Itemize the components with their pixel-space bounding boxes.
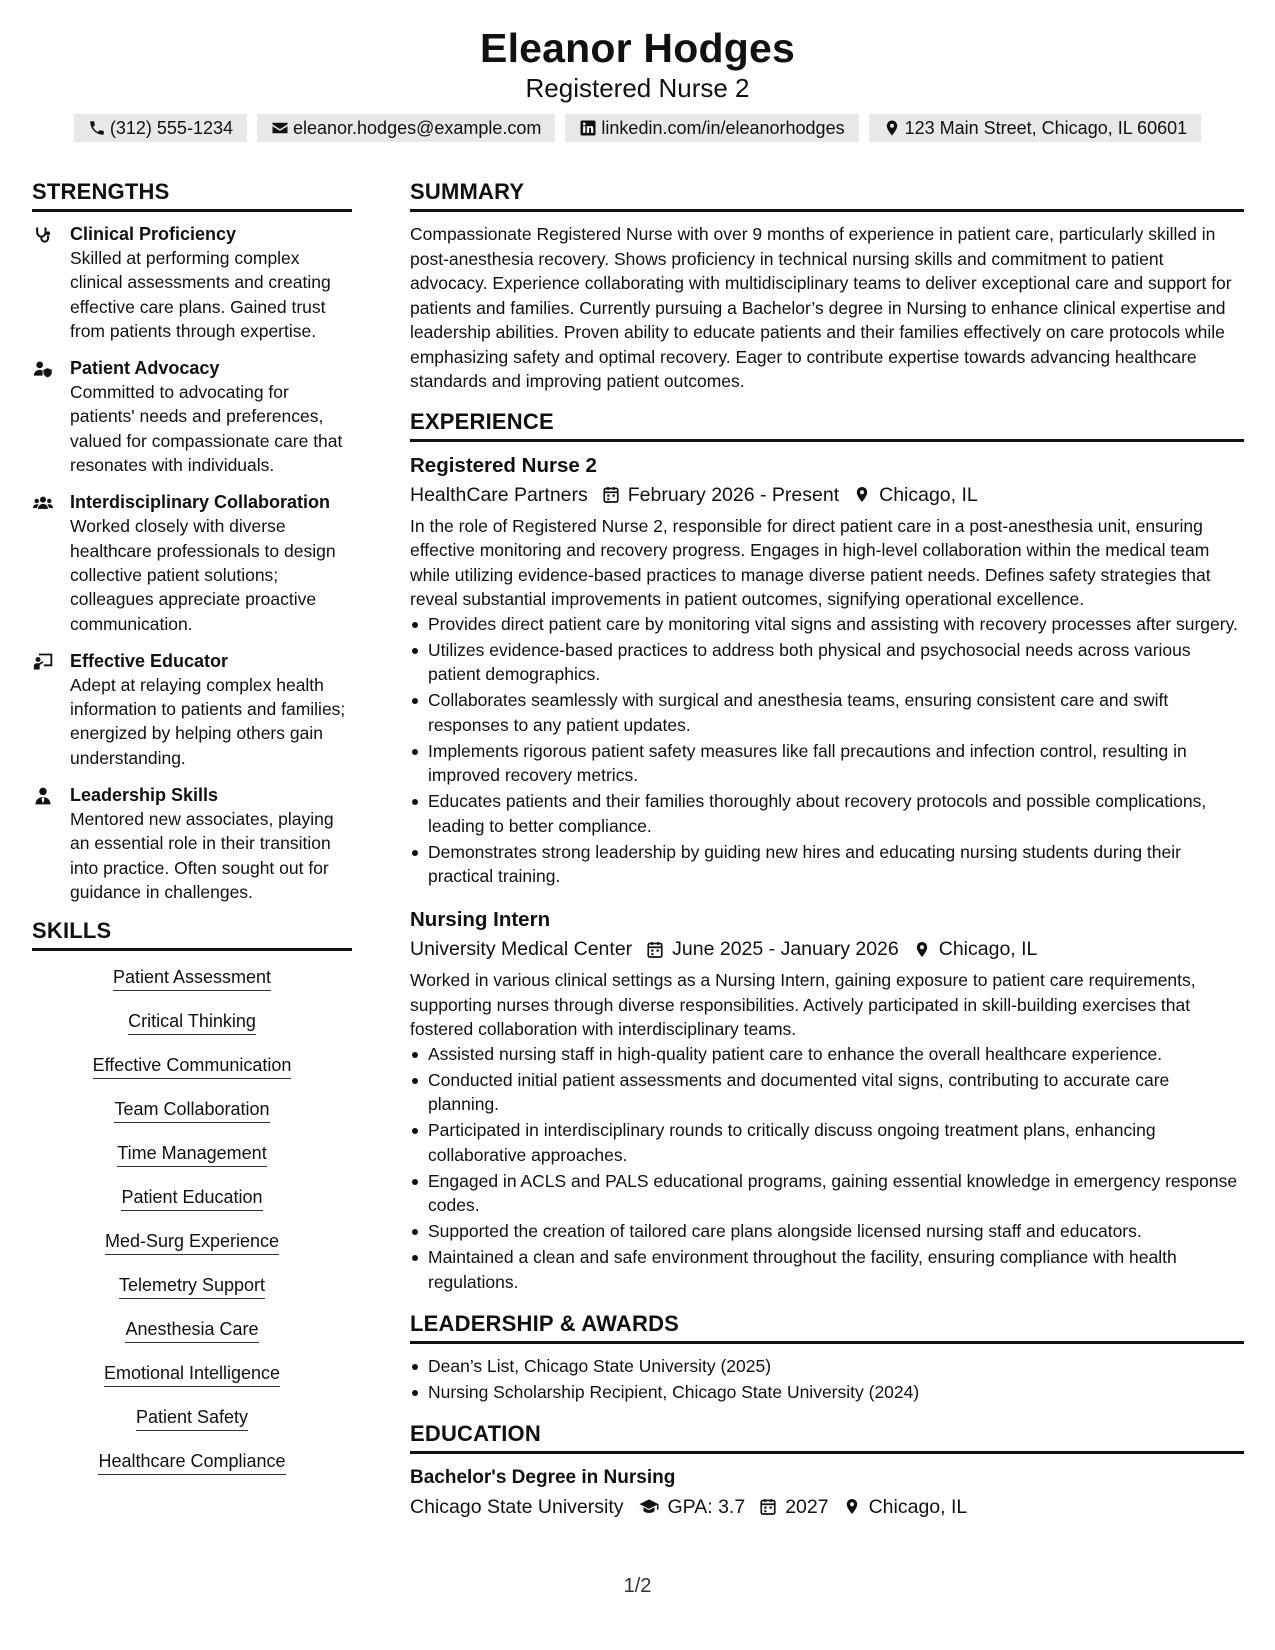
job-location: Chicago, IL <box>879 483 978 506</box>
contact-linkedin[interactable] <box>565 114 858 142</box>
job-company: University Medical Center <box>410 938 633 960</box>
skill-tag: Patient Assessment <box>113 965 271 991</box>
chalkboard-teacher-icon <box>32 652 54 672</box>
strength-name: Interdisciplinary Collaboration <box>70 492 331 513</box>
candidate-name: Eleanor Hodges <box>480 25 795 71</box>
job-dates: February 2026 - Present <box>627 483 840 506</box>
envelope-icon <box>271 119 289 137</box>
education-location: Chicago, IL <box>868 1495 968 1518</box>
skill-tag: Anesthesia Care <box>125 1317 258 1343</box>
map-pin-icon <box>843 1497 861 1516</box>
contact-phone-text: (312) 555-1234 <box>109 118 233 138</box>
job-description: In the role of Registered Nurse 2, responsible for direct patient care in a post-anesthesia unit, ensuring effective monitoring and recovery progress. Engages in high-level collaboration within the medical team while utilizing evidence-based practices to manage diverse patient needs. Defines safety strategies that reveal substantial improvements in patient outcomes, signifying operational excellence. <box>410 515 1211 609</box>
job-bullet: Demonstrates strong leadership by guiding new hires and educating nursing students during their practical training. <box>428 840 1244 889</box>
job-bullet: Engaged in ACLS and PALS educational programs, gaining essential knowledge in emergency response codes. <box>428 1169 1244 1218</box>
skill-tag: Time Management <box>117 1141 266 1167</box>
skills-heading: SKILLS <box>32 917 352 951</box>
job-bullet: Provides direct patient care by monitoring vital signs and assisting with recovery processes after surgery. <box>428 612 1244 637</box>
contact-address-text: 123 Main Street, Chicago, IL 60601 <box>904 118 1188 138</box>
contact-address <box>869 114 1202 142</box>
skill-tag: Patient Safety <box>136 1405 248 1431</box>
strength-item <box>32 490 352 635</box>
right-column <box>410 178 1244 1526</box>
strength-name: Patient Advocacy <box>70 358 220 379</box>
strengths-heading: STRENGTHS <box>32 178 352 212</box>
left-column <box>32 178 352 1493</box>
calendar-icon <box>759 1497 777 1516</box>
strength-name: Clinical Proficiency <box>70 224 237 244</box>
job-bullet: Supported the creation of tailored care plans alongside licensed nursing staff and educators. <box>428 1219 1244 1244</box>
job-title: Registered Nurse 2 <box>410 453 597 477</box>
graduation-year: 2027 <box>785 1495 829 1518</box>
map-pin-icon <box>853 485 871 504</box>
awards-heading: LEADERSHIP & AWARDS <box>410 1310 1244 1344</box>
calendar-icon <box>646 940 664 959</box>
candidate-title: Registered Nurse 2 <box>525 73 750 103</box>
school-name: Chicago State University <box>410 1495 624 1518</box>
user-tie-icon <box>32 786 54 806</box>
contact-phone[interactable] <box>74 114 247 142</box>
skill-tag: Med-Surg Experience <box>105 1229 279 1255</box>
skill-tag: Team Collaboration <box>114 1097 269 1123</box>
user-shield-icon <box>32 359 54 379</box>
skills-list <box>32 965 352 1475</box>
job-bullet: Conducted initial patient assessments and documented vital signs, contributing to accurate care planning. <box>428 1068 1244 1117</box>
job-bullets <box>410 1042 1244 1295</box>
skill-tag: Healthcare Compliance <box>98 1449 285 1475</box>
job-bullet: Implements rigorous patient safety measures like fall precautions and infection control, resulting in improved recovery metrics. <box>428 739 1244 788</box>
contact-linkedin-text: linkedin.com/in/eleanorhodges <box>601 118 845 138</box>
strength-desc: Skilled at performing complex clinical assessments and creating effective care plans. Gained trust from patients through expertise. <box>70 248 331 341</box>
graduation-cap-icon <box>638 1497 660 1516</box>
users-icon <box>32 493 54 513</box>
job-meta <box>410 934 1244 964</box>
job-bullet: Educates patients and their families thoroughly about recovery protocols and possible complications, leading to better compliance. <box>428 789 1244 838</box>
skill-tag: Emotional Intelligence <box>104 1361 280 1387</box>
job-company: HealthCare Partners <box>410 483 588 506</box>
skill-tag: Effective Communication <box>93 1053 292 1079</box>
job-location: Chicago, IL <box>938 938 1038 960</box>
calendar-icon <box>602 485 620 504</box>
map-pin-icon <box>883 119 901 137</box>
awards-list <box>410 1354 1244 1405</box>
job-meta <box>410 480 1244 510</box>
strength-desc: Mentored new associates, playing an essential role in their transition into practice. Often sought out for guidance in challenges. <box>70 809 334 902</box>
contact-email[interactable] <box>257 114 555 142</box>
contact-bar <box>0 114 1275 142</box>
strength-desc: Adept at relaying complex health information to patients and families; energized by helping others gain understanding. <box>70 674 346 768</box>
skill-tag: Telemetry Support <box>119 1273 265 1299</box>
award-item: Dean’s List, Chicago State University (2025) <box>428 1354 1244 1379</box>
gpa: GPA: 3.7 <box>667 1495 746 1518</box>
summary-text: Compassionate Registered Nurse with over 9 months of experience in patient care, particularly skilled in post-anesthesia recovery. Shows proficiency in technical nursing skills and commitment to patient advocacy. Experience collaborating with multidisciplinary teams to deliver exceptional care and support for patients and families. Currently pursuing a Bachelor’s degree in Nursing to enhance clinical expertise and leadership abilities. Proven ability to educate patients and their families effectively on care protocols while emphasizing safety and optimal recovery. Eager to contribute expertise towards advancing healthcare standards and improving patient outcomes. <box>410 224 1232 391</box>
stethoscope-icon <box>32 225 54 245</box>
strength-name: Effective Educator <box>70 650 229 671</box>
experience-heading: EXPERIENCE <box>410 408 1244 442</box>
skill-tag: Critical Thinking <box>128 1009 256 1035</box>
map-pin-icon <box>913 940 931 959</box>
skill-tag: Patient Education <box>121 1185 262 1211</box>
page-indicator: 1/2 <box>623 1575 652 1597</box>
strength-item <box>32 222 352 343</box>
job-bullet: Participated in interdisciplinary rounds to critically discuss ongoing treatment plans, enhancing collaborative approaches. <box>428 1118 1244 1167</box>
job-entry <box>410 452 1244 889</box>
strength-desc: Worked closely with diverse healthcare professionals to design collective patient solutions; colleagues appreciate proactive communication. <box>70 516 336 634</box>
degree-title: Bachelor's Degree in Nursing <box>410 1466 676 1488</box>
job-bullet: Assisted nursing staff in high-quality patient care to enhance the overall healthcare experience. <box>428 1042 1244 1067</box>
strength-item <box>32 649 352 770</box>
strength-desc: Committed to advocating for patients' needs and preferences, valued for compassionate care that resonates with individuals. <box>70 382 343 476</box>
phone-icon <box>88 119 106 137</box>
award-item: Nursing Scholarship Recipient, Chicago State University (2024) <box>428 1380 1244 1405</box>
job-dates: June 2025 - January 2026 <box>672 938 899 960</box>
job-description: Worked in various clinical settings as a Nursing Intern, gaining exposure to patient care requirements, supporting nurses through diverse responsibilities. Actively participated in skill-building exercises that fostered collaboration with interdisciplinary teams. <box>410 970 1196 1039</box>
contact-email-text: eleanor.hodges@example.com <box>292 118 542 138</box>
job-entry <box>410 906 1244 1294</box>
strength-item <box>32 783 352 904</box>
job-bullet: Utilizes evidence-based practices to address both physical and psychosocial needs across various patient demographics. <box>428 638 1244 687</box>
job-bullet: Maintained a clean and safe environment throughout the facility, ensuring compliance with health regulations. <box>428 1245 1244 1294</box>
job-title: Nursing Intern <box>410 908 551 931</box>
summary-heading: SUMMARY <box>410 178 1244 212</box>
strength-name: Leadership Skills <box>70 785 219 806</box>
job-bullets <box>410 612 1244 889</box>
strength-item <box>32 356 352 477</box>
linkedin-icon <box>579 119 597 137</box>
education-meta <box>410 1492 1244 1522</box>
resume-header <box>0 22 1275 104</box>
job-bullet: Collaborates seamlessly with surgical and anesthesia teams, ensuring consistent care and swift responses to any patient updates. <box>428 688 1244 737</box>
education-heading: EDUCATION <box>410 1420 1244 1454</box>
